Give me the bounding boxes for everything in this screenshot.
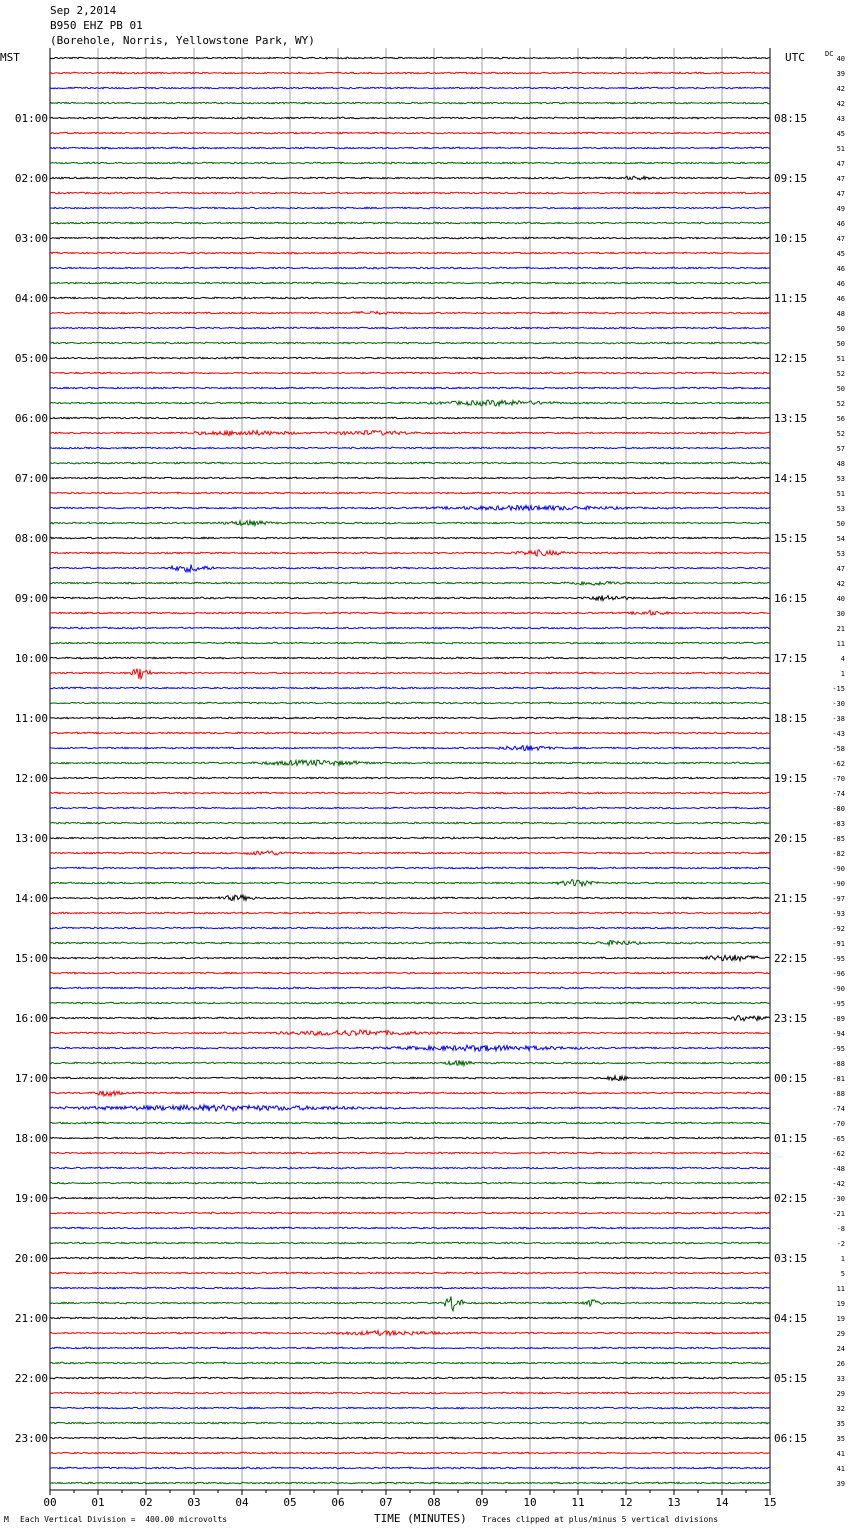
seismic-trace <box>50 87 770 89</box>
dc-offset-label: -95 <box>832 1000 845 1008</box>
dc-offset-label: -96 <box>832 970 845 978</box>
seismic-trace <box>50 837 770 839</box>
seismic-trace <box>50 372 770 374</box>
vertical-scale-note: Each Vertical Division = 400.00 microvolts <box>20 1515 228 1524</box>
dc-offset-label: 1 <box>840 1255 845 1263</box>
seismic-trace <box>50 132 770 134</box>
dc-offset-label: -85 <box>832 835 845 843</box>
seismic-trace <box>50 941 770 946</box>
seismic-trace <box>50 1437 770 1439</box>
seismic-trace <box>50 342 770 344</box>
dc-offset-label: -90 <box>832 865 845 873</box>
seismic-trace <box>50 867 770 869</box>
dc-offset-label: -93 <box>832 910 845 918</box>
dc-offset-label: -91 <box>832 940 845 948</box>
seismic-trace <box>50 760 770 765</box>
dc-offset-label: 21 <box>836 625 845 633</box>
seismic-trace <box>50 1091 770 1096</box>
seismic-trace <box>50 1060 770 1065</box>
dc-offset-label: 40 <box>836 55 845 63</box>
seismic-trace <box>50 1482 770 1484</box>
dc-offset-label: 50 <box>836 325 845 333</box>
seismic-trace <box>50 657 770 659</box>
utc-hour-label: 23:15 <box>774 1012 808 1025</box>
seismic-trace <box>50 117 770 119</box>
x-tick-label: 00 <box>43 1496 57 1509</box>
dc-offset-label: -70 <box>832 1120 845 1128</box>
dc-offset-label: 56 <box>836 415 845 423</box>
dc-offset-label: 19 <box>836 1300 845 1308</box>
utc-hour-label: 03:15 <box>774 1252 808 1265</box>
seismic-trace <box>50 1467 770 1469</box>
mst-hour-label: 19:00 <box>14 1192 48 1205</box>
dc-offset-label: 52 <box>836 370 845 378</box>
seismic-trace <box>50 222 770 224</box>
dc-offset-label: -15 <box>832 685 845 693</box>
x-tick-label: 10 <box>523 1496 537 1509</box>
utc-hour-label: 16:15 <box>774 592 808 605</box>
mst-hour-label: 15:00 <box>14 952 48 965</box>
seismic-trace <box>50 972 770 974</box>
dc-offset-label: 4 <box>840 655 845 663</box>
seismic-trace <box>50 595 770 600</box>
seismic-trace <box>50 1242 770 1244</box>
seismic-trace <box>50 777 770 779</box>
dc-offset-label: 47 <box>836 160 845 168</box>
utc-hour-label: 11:15 <box>774 292 808 305</box>
dc-offset-label: -62 <box>832 760 845 768</box>
seismic-trace <box>50 1137 770 1139</box>
dc-offset-label: -88 <box>832 1090 845 1098</box>
seismic-trace <box>50 207 770 209</box>
plot-date: Sep 2,2014 <box>50 4 117 17</box>
seismic-trace <box>50 1167 770 1169</box>
seismic-trace <box>50 462 770 464</box>
seismic-trace <box>50 400 770 406</box>
utc-hour-label: 01:15 <box>774 1132 808 1145</box>
right-timezone-label: UTC <box>785 51 805 64</box>
dc-offset-label: 53 <box>836 550 845 558</box>
station-code: B950 EHZ PB 01 <box>50 19 143 32</box>
seismic-trace <box>50 687 770 689</box>
x-tick-label: 15 <box>763 1496 777 1509</box>
station-location: (Borehole, Norris, Yellowstone Park, WY) <box>50 34 315 47</box>
utc-hour-label: 21:15 <box>774 892 808 905</box>
seismic-trace <box>50 1452 770 1454</box>
utc-hour-label: 09:15 <box>774 172 808 185</box>
seismic-trace <box>50 357 770 359</box>
utc-hour-label: 18:15 <box>774 712 808 725</box>
mst-hour-label: 05:00 <box>14 352 48 365</box>
x-tick-label: 05 <box>283 1496 297 1509</box>
dc-offset-label: 45 <box>836 250 845 258</box>
mst-hour-label: 01:00 <box>14 112 48 125</box>
seismic-trace <box>50 1045 770 1051</box>
x-tick-label: 09 <box>475 1496 489 1509</box>
mst-hour-label: 16:00 <box>14 1012 48 1025</box>
seismic-trace <box>50 176 770 180</box>
mst-hour-label: 06:00 <box>14 412 48 425</box>
dc-offset-label: 52 <box>836 430 845 438</box>
x-tick-label: 14 <box>715 1496 729 1509</box>
dc-offset-label: 41 <box>836 1450 845 1458</box>
dc-offset-label: -94 <box>832 1030 845 1038</box>
seismic-trace <box>50 879 770 886</box>
dc-offset-label: -8 <box>836 1225 845 1233</box>
dc-offset-label: 39 <box>836 70 845 78</box>
dc-offset-label: -2 <box>836 1240 845 1248</box>
seismic-trace <box>50 702 770 704</box>
seismic-trace <box>50 147 770 149</box>
dc-offset-label: 47 <box>836 190 845 198</box>
seismic-trace <box>50 1347 770 1349</box>
dc-offset-label: 42 <box>836 85 845 93</box>
seismic-trace <box>50 1272 770 1274</box>
seismic-trace <box>50 582 770 586</box>
utc-hour-label: 06:15 <box>774 1432 808 1445</box>
dc-offset-label: 39 <box>836 1480 845 1488</box>
seismic-trace <box>50 912 770 914</box>
mst-hour-label: 04:00 <box>14 292 48 305</box>
x-tick-label: 04 <box>235 1496 249 1509</box>
seismic-trace <box>50 1392 770 1394</box>
dc-offset-label: 53 <box>836 475 845 483</box>
dc-offset-label: 51 <box>836 490 845 498</box>
dc-offset-label: 51 <box>836 355 845 363</box>
dc-offset-label: -43 <box>832 730 845 738</box>
utc-hour-label: 22:15 <box>774 952 808 965</box>
seismic-trace <box>50 1122 770 1124</box>
mst-hour-label: 18:00 <box>14 1132 48 1145</box>
dc-offset-label: 57 <box>836 445 845 453</box>
mst-hour-label: 14:00 <box>14 892 48 905</box>
mst-hour-label: 09:00 <box>14 592 48 605</box>
seismic-trace <box>50 282 770 284</box>
corner-mark: M <box>4 1515 9 1524</box>
x-tick-label: 08 <box>427 1496 441 1509</box>
utc-hour-label: 19:15 <box>774 772 808 785</box>
seismic-trace <box>50 669 770 679</box>
x-tick-label: 11 <box>571 1496 585 1509</box>
seismic-trace <box>50 417 770 419</box>
seismic-trace <box>50 1317 770 1319</box>
seismic-trace <box>50 267 770 269</box>
dc-offset-label: -81 <box>832 1075 845 1083</box>
seismic-trace <box>50 1362 770 1364</box>
dc-offset-label: -97 <box>832 895 845 903</box>
dc-offset-label: 43 <box>836 115 845 123</box>
dc-offset-label: -89 <box>832 1015 845 1023</box>
seismic-trace <box>50 851 770 855</box>
seismic-trace <box>50 521 770 526</box>
dc-offset-label: -62 <box>832 1150 845 1158</box>
seismic-trace <box>50 430 770 435</box>
mst-hour-label: 11:00 <box>14 712 48 725</box>
mst-hour-label: 12:00 <box>14 772 48 785</box>
dc-offset-label: 47 <box>836 175 845 183</box>
dc-offset-label: -90 <box>832 880 845 888</box>
seismic-trace <box>50 792 770 794</box>
dc-offset-label: 11 <box>836 1285 845 1293</box>
dc-offset-label: 29 <box>836 1390 845 1398</box>
dc-offset-label: -74 <box>832 790 845 798</box>
dc-offset-label: 46 <box>836 265 845 273</box>
seismic-trace <box>50 1422 770 1424</box>
dc-offset-label: 46 <box>836 295 845 303</box>
dc-offset-label: 48 <box>836 310 845 318</box>
dc-offset-label: -38 <box>832 715 845 723</box>
dc-offset-label: 26 <box>836 1360 845 1368</box>
x-tick-label: 07 <box>379 1496 393 1509</box>
seismic-trace <box>50 162 770 164</box>
mst-hour-label: 23:00 <box>14 1432 48 1445</box>
mst-hour-label: 10:00 <box>14 652 48 665</box>
mst-hour-label: 13:00 <box>14 832 48 845</box>
seismic-trace <box>50 1105 770 1111</box>
dc-offset-label: 46 <box>836 280 845 288</box>
dc-offset-label: -65 <box>832 1135 845 1143</box>
seismic-trace <box>50 447 770 449</box>
seismic-trace <box>50 1287 770 1289</box>
seismic-trace <box>50 987 770 989</box>
seismic-trace <box>50 1407 770 1409</box>
seismic-trace <box>50 327 770 329</box>
seismic-trace <box>50 565 770 572</box>
dc-offset-label: 54 <box>836 535 845 543</box>
dc-offset-label: -74 <box>832 1105 845 1113</box>
seismic-trace <box>50 1227 770 1229</box>
utc-hour-label: 13:15 <box>774 412 808 425</box>
seismic-trace <box>50 297 770 299</box>
seismic-trace <box>50 1197 770 1199</box>
dc-offset-label: 51 <box>836 145 845 153</box>
seismic-trace <box>50 627 770 629</box>
utc-hour-label: 00:15 <box>774 1072 808 1085</box>
seismic-trace <box>50 1257 770 1259</box>
seismic-trace <box>50 1002 770 1004</box>
dc-offset-label: 42 <box>836 580 845 588</box>
dc-offset-label: 33 <box>836 1375 845 1383</box>
dc-offset-label: 47 <box>836 565 845 573</box>
dc-offset-label: 52 <box>836 400 845 408</box>
seismic-trace <box>50 955 770 961</box>
x-tick-label: 06 <box>331 1496 345 1509</box>
dc-offset-label: 11 <box>836 640 845 648</box>
dc-offset-label: 41 <box>836 1465 845 1473</box>
dc-label: DC <box>825 50 834 58</box>
x-tick-label: 12 <box>619 1496 633 1509</box>
seismic-trace <box>50 1076 770 1081</box>
dc-offset-label: 49 <box>836 205 845 213</box>
utc-hour-label: 05:15 <box>774 1372 808 1385</box>
dc-offset-label: 50 <box>836 340 845 348</box>
seismic-trace <box>50 1377 770 1379</box>
utc-hour-label: 20:15 <box>774 832 808 845</box>
x-axis-title: TIME (MINUTES) <box>374 1512 467 1525</box>
mst-hour-label: 17:00 <box>14 1072 48 1085</box>
clip-note: Traces clipped at plus/minus 5 vertical divisions <box>482 1515 719 1524</box>
seismic-trace <box>50 492 770 494</box>
dc-offset-label: 5 <box>840 1270 845 1278</box>
seismic-trace <box>50 807 770 809</box>
utc-hour-label: 02:15 <box>774 1192 808 1205</box>
utc-hour-label: 08:15 <box>774 112 808 125</box>
seismic-trace <box>50 1016 770 1021</box>
dc-offset-label: 32 <box>836 1405 845 1413</box>
dc-offset-label: 35 <box>836 1435 845 1443</box>
mst-hour-label: 20:00 <box>14 1252 48 1265</box>
dc-offset-label: -95 <box>832 1045 845 1053</box>
seismic-trace <box>50 717 770 719</box>
dc-offset-label: -88 <box>832 1060 845 1068</box>
dc-offset-label: -42 <box>832 1180 845 1188</box>
dc-offset-label: -80 <box>832 805 845 813</box>
utc-hour-label: 14:15 <box>774 472 808 485</box>
dc-offset-label: -92 <box>832 925 845 933</box>
mst-hour-label: 02:00 <box>14 172 48 185</box>
seismic-trace <box>50 927 770 929</box>
dc-offset-label: -95 <box>832 955 845 963</box>
dc-offset-label: -70 <box>832 775 845 783</box>
dc-offset-label: 45 <box>836 130 845 138</box>
dc-offset-label: 1 <box>840 670 845 678</box>
dc-offset-label: -58 <box>832 745 845 753</box>
seismic-trace <box>50 505 770 510</box>
utc-hour-label: 04:15 <box>774 1312 808 1325</box>
dc-offset-label: -83 <box>832 820 845 828</box>
seismic-trace <box>50 102 770 104</box>
dc-offset-label: 42 <box>836 100 845 108</box>
seismic-trace <box>50 732 770 734</box>
seismic-trace <box>50 252 770 254</box>
dc-offset-label: -21 <box>832 1210 845 1218</box>
utc-hour-label: 12:15 <box>774 352 808 365</box>
dc-offset-label: 47 <box>836 235 845 243</box>
seismic-trace <box>50 1182 770 1184</box>
dc-offset-label: 24 <box>836 1345 845 1353</box>
seismic-trace <box>50 537 770 539</box>
x-tick-label: 13 <box>667 1496 681 1509</box>
mst-hour-label: 07:00 <box>14 472 48 485</box>
left-timezone-label: MST <box>0 51 20 64</box>
mst-hour-label: 21:00 <box>14 1312 48 1325</box>
dc-offset-label: -82 <box>832 850 845 858</box>
dc-offset-label: -30 <box>832 700 845 708</box>
mst-hour-label: 08:00 <box>14 532 48 545</box>
mst-hour-label: 03:00 <box>14 232 48 245</box>
seismic-trace <box>50 477 770 479</box>
seismic-trace <box>50 1152 770 1154</box>
dc-offset-label: 40 <box>836 595 845 603</box>
x-tick-label: 03 <box>187 1496 201 1509</box>
seismic-trace <box>50 1212 770 1214</box>
mst-hour-label: 22:00 <box>14 1372 48 1385</box>
seismic-trace <box>50 1296 770 1310</box>
seismic-trace <box>50 610 770 615</box>
dc-offset-label: 53 <box>836 505 845 513</box>
seismic-trace <box>50 1331 770 1336</box>
seismic-trace <box>50 192 770 194</box>
seismic-trace <box>50 311 770 314</box>
seismic-trace <box>50 57 770 59</box>
seismic-trace <box>50 1030 770 1036</box>
seismic-trace <box>50 895 770 900</box>
dc-offset-label: 29 <box>836 1330 845 1338</box>
dc-offset-label: 35 <box>836 1420 845 1428</box>
seismic-trace <box>50 550 770 556</box>
utc-hour-label: 10:15 <box>774 232 808 245</box>
dc-offset-label: -90 <box>832 985 845 993</box>
dc-offset-label: 50 <box>836 385 845 393</box>
dc-offset-label: 50 <box>836 520 845 528</box>
dc-offset-label: 46 <box>836 220 845 228</box>
seismic-trace <box>50 387 770 389</box>
seismic-trace <box>50 746 770 751</box>
x-tick-label: 01 <box>91 1496 105 1509</box>
x-tick-label: 02 <box>139 1496 153 1509</box>
utc-hour-label: 17:15 <box>774 652 808 665</box>
dc-offset-label: -30 <box>832 1195 845 1203</box>
seismic-trace <box>50 72 770 74</box>
dc-offset-label: 30 <box>836 610 845 618</box>
dc-offset-label: 19 <box>836 1315 845 1323</box>
seismic-trace <box>50 822 770 824</box>
dc-offset-label: -48 <box>832 1165 845 1173</box>
dc-offset-label: 48 <box>836 460 845 468</box>
utc-hour-label: 15:15 <box>774 532 808 545</box>
seismic-trace <box>50 237 770 239</box>
seismic-trace <box>50 642 770 644</box>
